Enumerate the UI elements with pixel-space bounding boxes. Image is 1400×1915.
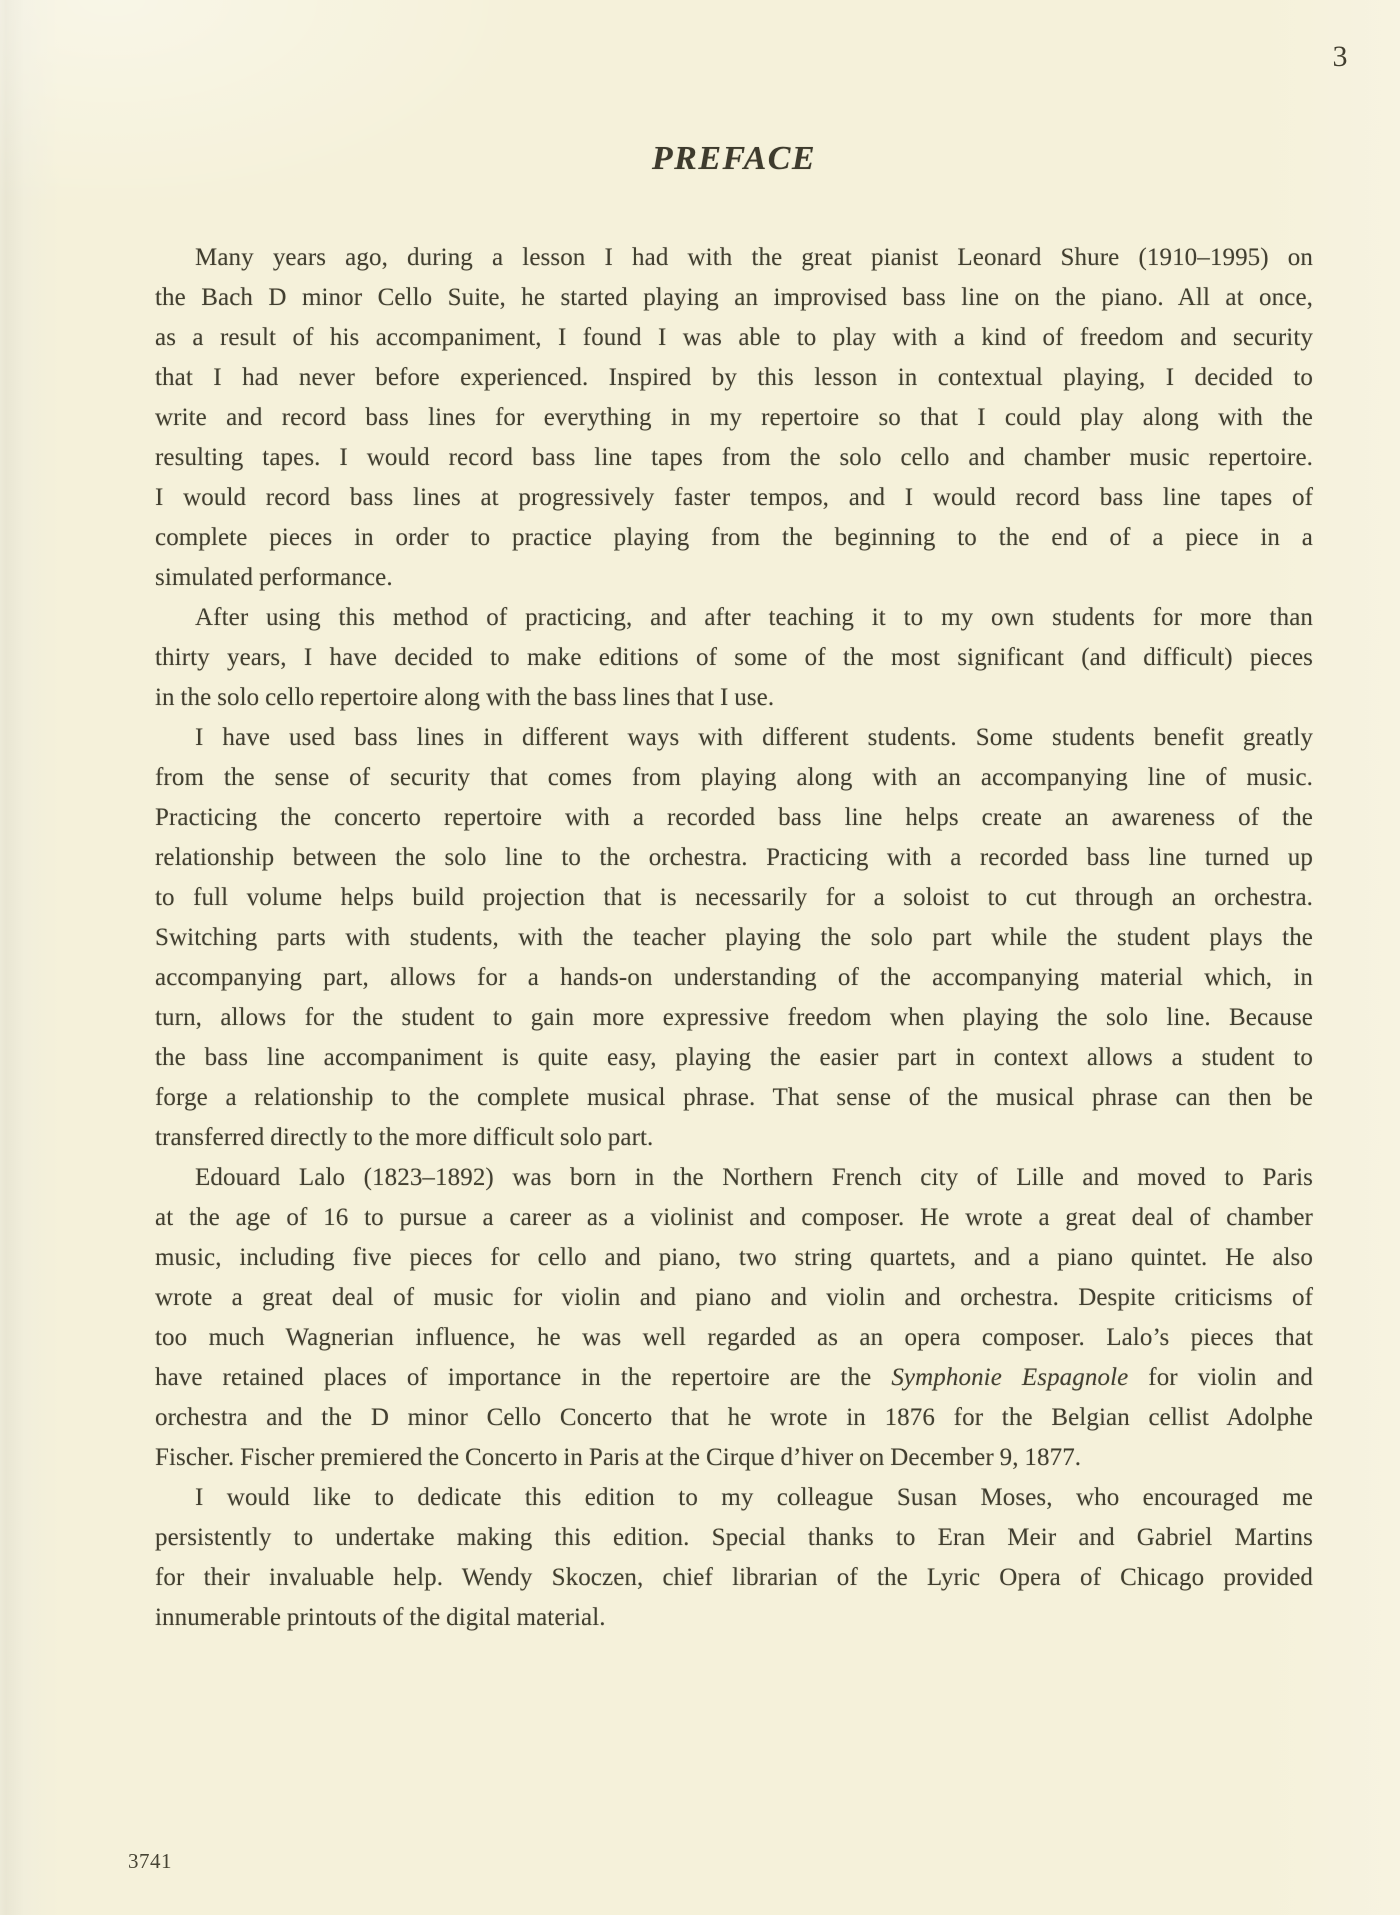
text-run: transferred directly to the more difficult solo part. xyxy=(155,1124,654,1151)
text-run: turn, allows for the student to gain more expressive freedom when playing the solo line. Because xyxy=(155,1004,1313,1031)
page-title: PREFACE xyxy=(651,140,817,177)
italic-run: Symphonie Espagnole xyxy=(891,1364,1129,1391)
text-run: After using this method of practicing, and after teaching it to my own students for more than xyxy=(195,604,1313,631)
preface-paragraph xyxy=(155,598,1313,718)
text-line xyxy=(155,1318,1313,1358)
text-line xyxy=(155,358,1313,398)
text-line xyxy=(155,1358,1313,1398)
text-line xyxy=(155,438,1313,478)
text-run: that I had never before experienced. Inspired by this lesson in contextual playing, I decided to xyxy=(155,364,1313,391)
text-run: music, including five pieces for cello and piano, two string quartets, and a piano quintet. He also xyxy=(155,1244,1313,1271)
text-run: the bass line accompaniment is quite easy, playing the easier part in context allows a student to xyxy=(155,1044,1313,1071)
page-number: 3 xyxy=(1332,40,1348,73)
text-line xyxy=(155,678,1313,718)
text-line xyxy=(155,1078,1313,1118)
preface-body xyxy=(155,238,1313,1638)
text-run: as a result of his accompaniment, I found I was able to play with a kind of freedom and security xyxy=(155,324,1313,351)
text-run: thirty years, I have decided to make editions of some of the most significant (and difficult) pieces xyxy=(155,644,1313,671)
text-line xyxy=(155,718,1313,758)
text-line xyxy=(155,1238,1313,1278)
preface-paragraph xyxy=(155,1478,1313,1638)
text-run: wrote a great deal of music for violin and piano and violin and orchestra. Despite criticisms of xyxy=(155,1284,1313,1311)
text-line xyxy=(155,1118,1313,1158)
text-run: too much Wagnerian influence, he was well regarded as an opera composer. Lalo’s pieces that xyxy=(155,1324,1313,1351)
text-run: forge a relationship to the complete musical phrase. That sense of the musical phrase can then be xyxy=(155,1084,1313,1111)
text-run: at the age of 16 to pursue a career as a violinist and composer. He wrote a great deal of chamber xyxy=(155,1204,1313,1231)
text-line xyxy=(155,278,1313,318)
text-line xyxy=(155,478,1313,518)
text-run: Edouard Lalo (1823–1892) was born in the Northern French city of Lille and moved to Paris xyxy=(195,1164,1313,1191)
text-run: in the solo cello repertoire along with the bass lines that I use. xyxy=(155,684,775,711)
text-run: accompanying part, allows for a hands-on understanding of the accompanying material which, in xyxy=(155,964,1313,991)
text-run: resulting tapes. I would record bass line tapes from the solo cello and chamber music repertoire. xyxy=(155,444,1313,471)
text-run: I would record bass lines at progressively faster tempos, and I would record bass line tapes of xyxy=(155,484,1313,511)
text-run: innumerable printouts of the digital material. xyxy=(155,1604,606,1631)
plate-number: 3741 xyxy=(128,1849,172,1873)
text-column xyxy=(155,0,1313,1915)
text-line xyxy=(155,518,1313,558)
text-line xyxy=(155,1038,1313,1078)
text-run: for their invaluable help. Wendy Skoczen, chief librarian of the Lyric Opera of Chicago provided xyxy=(155,1564,1313,1591)
text-run: Fischer. Fischer premiered the Concerto in Paris at the Cirque d’hiver on December 9, 1877. xyxy=(155,1444,1082,1471)
text-line xyxy=(155,918,1313,958)
text-line xyxy=(155,398,1313,438)
text-run: I would like to dedicate this edition to my colleague Susan Moses, who encouraged me xyxy=(195,1484,1313,1511)
text-run: the Bach D minor Cello Suite, he started playing an improvised bass line on the piano. All at once, xyxy=(155,284,1313,311)
text-run: orchestra and the D minor Cello Concerto that he wrote in 1876 for the Belgian cellist Adolphe xyxy=(155,1404,1313,1431)
text-line xyxy=(155,238,1313,278)
text-line xyxy=(155,638,1313,678)
text-run: relationship between the solo line to the orchestra. Practicing with a recorded bass line turned up xyxy=(155,844,1313,871)
text-line xyxy=(155,558,1313,598)
text-run: Practicing the concerto repertoire with a recorded bass line helps create an awareness of the xyxy=(155,804,1313,831)
text-line xyxy=(155,798,1313,838)
text-line xyxy=(155,1398,1313,1438)
text-line xyxy=(155,1558,1313,1598)
text-run: Many years ago, during a lesson I had with the great pianist Leonard Shure (1910–1995) on xyxy=(195,244,1313,271)
text-line xyxy=(155,1198,1313,1238)
text-line xyxy=(155,1518,1313,1558)
text-run: write and record bass lines for everything in my repertoire so that I could play along with the xyxy=(155,404,1313,431)
text-line xyxy=(155,318,1313,358)
text-line xyxy=(155,598,1313,638)
text-line xyxy=(155,878,1313,918)
preface-paragraph xyxy=(155,238,1313,598)
text-run: I have used bass lines in different ways with different students. Some students benefit greatly xyxy=(195,724,1313,751)
text-line xyxy=(155,958,1313,998)
preface-paragraph xyxy=(155,1158,1313,1478)
text-line xyxy=(155,1158,1313,1198)
text-line xyxy=(155,998,1313,1038)
text-line xyxy=(155,1438,1313,1478)
text-line xyxy=(155,1278,1313,1318)
text-run: for violin and xyxy=(1128,1364,1313,1391)
text-line xyxy=(155,1598,1313,1638)
text-run: complete pieces in order to practice playing from the beginning to the end of a piece in a xyxy=(155,524,1313,551)
text-line xyxy=(155,758,1313,798)
text-run: to full volume helps build projection that is necessarily for a soloist to cut through an orchestra. xyxy=(155,884,1313,911)
text-run: simulated performance. xyxy=(155,564,393,591)
text-run: have retained places of importance in the repertoire are the xyxy=(155,1364,892,1391)
text-run: persistently to undertake making this edition. Special thanks to Eran Meir and Gabriel Martins xyxy=(155,1524,1313,1551)
text-run: from the sense of security that comes from playing along with an accompanying line of music. xyxy=(155,764,1313,791)
preface-paragraph xyxy=(155,718,1313,1158)
text-run: Switching parts with students, with the teacher playing the solo part while the student plays the xyxy=(155,924,1313,951)
text-line xyxy=(155,1478,1313,1518)
text-line xyxy=(155,838,1313,878)
